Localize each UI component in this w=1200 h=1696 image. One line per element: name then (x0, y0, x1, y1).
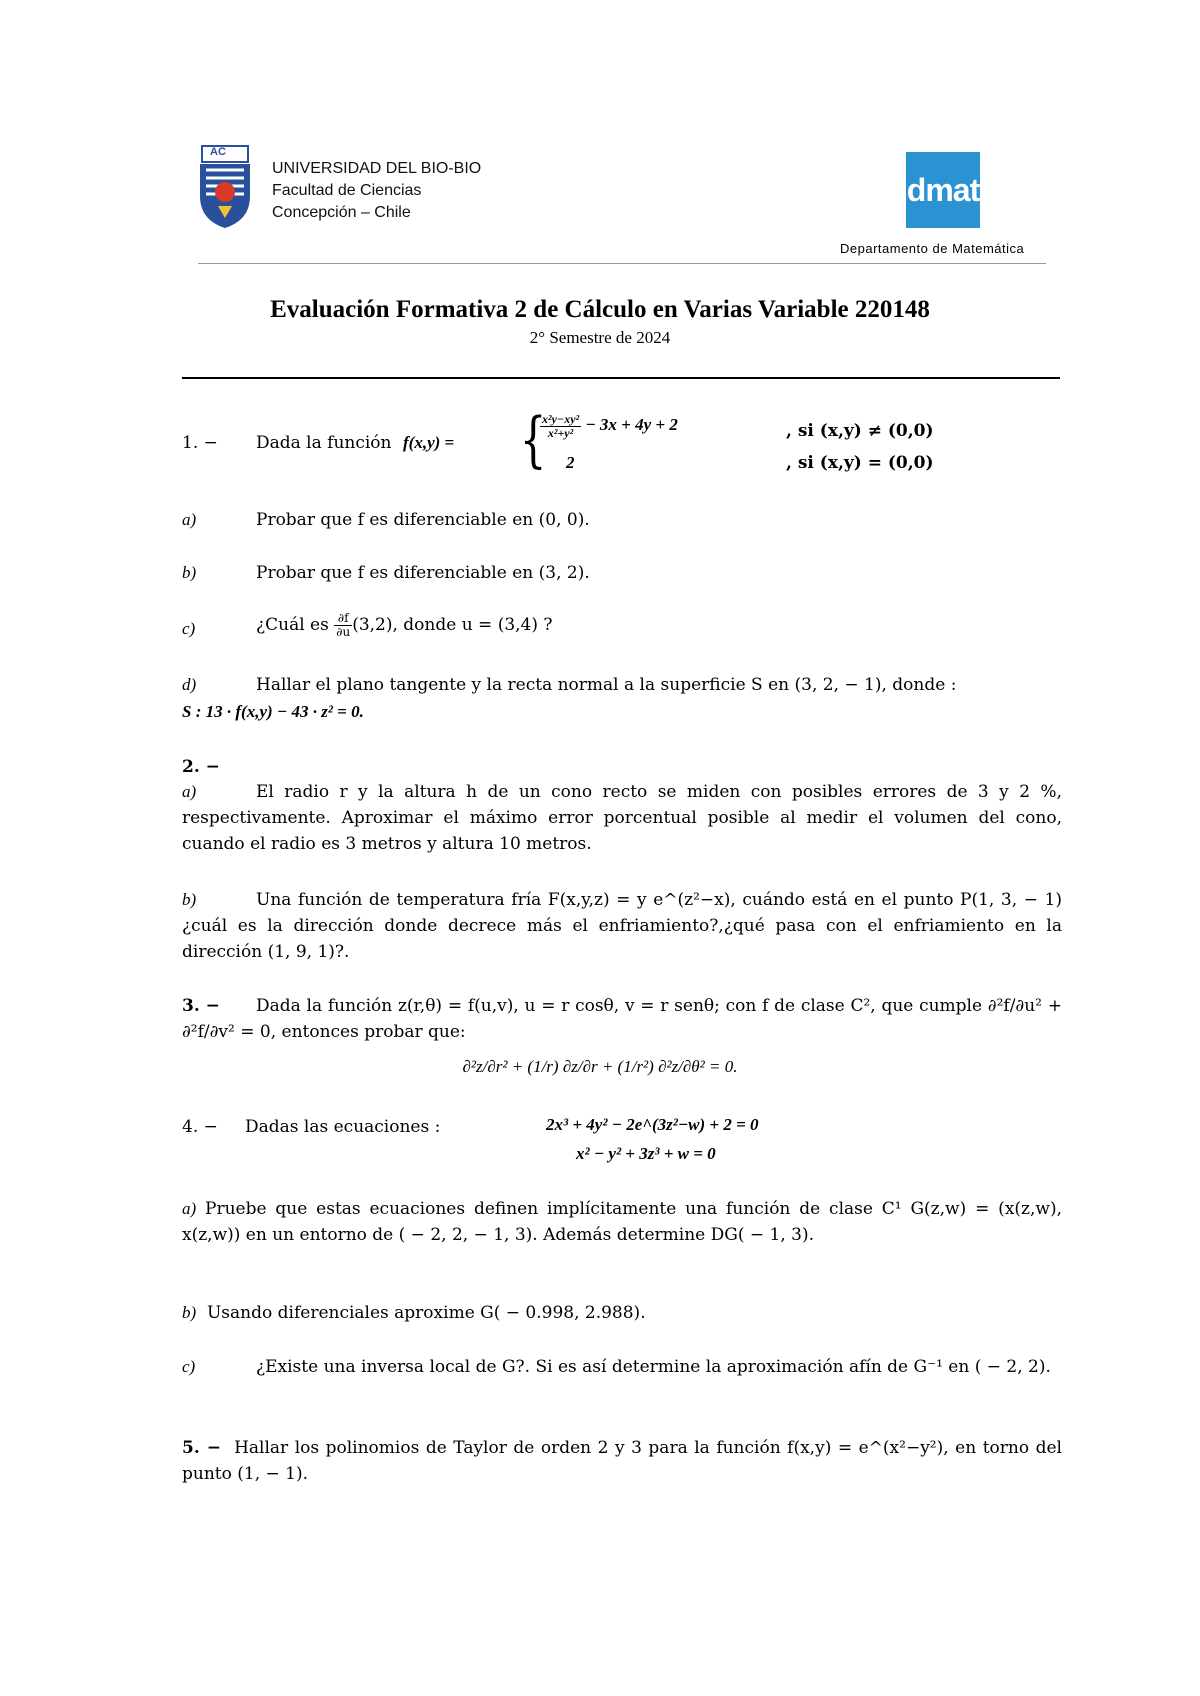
page-subtitle: 2° Semestre de 2024 (529, 328, 671, 347)
item-4b-label: b) (182, 1303, 197, 1322)
item-1d-text: Hallar el plano tangente y la recta normal a la superficie S en (3, 2, − 1), donde : (256, 675, 957, 695)
department-name: Departamento de Matemática (840, 241, 1025, 256)
problem-1-function: f(x,y) = (403, 433, 455, 452)
problem-1-intro: Dada la función (256, 433, 392, 453)
item-4b-text: Usando diferenciales aproxime G( − 0.998, 2.988). (206, 1303, 646, 1323)
case-1-fraction: $\frac{\text{x²y−xy²}}{\text{x²+y²}}$ (542, 411, 580, 440)
problem-4-number: 4. − (182, 1117, 218, 1137)
problem-2-number: 2. − (182, 757, 220, 777)
faculty-name: Facultad de Ciencias (272, 182, 422, 199)
problem-3-text: Dada la función z(r,θ) = f(u,v), u = r cosθ, v = r senθ; con f de clase C², que cumple ∂²f/∂u² + ∂²f/∂v² = 0, entonces probar que: (182, 996, 1062, 1042)
title-rule (182, 377, 1060, 379)
institution-block (272, 158, 481, 224)
problem-1-number: 1. − (182, 433, 218, 453)
item-4c (182, 1354, 1062, 1380)
item-1d-label: d) (182, 675, 197, 694)
problem-5-text: Hallar los polinomios de Taylor de orden 2 y 3 para la función f(x,y) = e^(x²−y²), en torno del punto (1, − 1). (182, 1438, 1062, 1484)
case-2-condition: , si (x,y) = (0,0) (786, 453, 934, 473)
location: Concepción – Chile (272, 204, 411, 221)
dmat-logo-text: dmat (906, 172, 980, 208)
item-2a-label: a) (182, 782, 197, 801)
problem-3-number: 3. − (182, 996, 220, 1016)
item-2b-label: b) (182, 890, 197, 909)
item-1c-fraction: $\frac{\partial f}{\partial u}$ (336, 611, 351, 639)
item-2b (182, 887, 1062, 965)
item-4a-label: a) (182, 1199, 197, 1218)
item-4c-label: c) (182, 1357, 196, 1376)
item-4a-text: Pruebe que estas ecuaciones definen implícitamente una función de clase C¹ G(z,w) = (x(z,w), x(z,w)) en un entorno de ( − 2, 2, − 1, 3). Además determine DG( − 1, 3). (182, 1199, 1062, 1245)
case-1-condition: , si (x,y) ≠ (0,0) (786, 421, 934, 441)
piecewise-brace: { (519, 405, 547, 475)
item-1c-pre: ¿Cuál es (256, 615, 329, 635)
problem-4-equation-2: x² − y² + 3z³ + w = 0 (576, 1144, 716, 1163)
item-4a (182, 1196, 1062, 1248)
item-1b-label: b) (182, 563, 197, 582)
problem-5 (182, 1435, 1062, 1487)
problem-4-intro: Dadas las ecuaciones : (245, 1117, 441, 1137)
item-4b (182, 1300, 646, 1326)
item-2a (182, 779, 1062, 857)
item-1a-label: a) (182, 510, 197, 529)
item-1d-equation: S : 13 · f(x,y) − 43 · z² = 0. (182, 702, 364, 721)
item-1a-text: Probar que f es diferenciable en (0, 0). (256, 510, 590, 530)
item-1c-text (256, 612, 553, 639)
dmat-logo (906, 152, 980, 228)
problem-4-equation-1: 2x³ + 4y² − 2e^(3z²−w) + 2 = 0 (546, 1115, 759, 1134)
crest-letters: AC (210, 146, 226, 158)
case-1-rest: − 3x + 4y + 2 (585, 415, 678, 434)
item-1c-post: (3,2), donde u = (3,4) ? (352, 615, 553, 635)
problem-3 (182, 993, 1062, 1045)
item-2b-text: Una función de temperatura fría F(x,y,z) = y e^(z²−x), cuándo está en el punto P(1, 3, − 1) ¿cuál es la dirección donde decrece más el enfriamiento?,¿qué pasa con el enfriamiento en la dirección (1, 9, 1)?. (182, 890, 1062, 962)
case-2-value: 2 (566, 453, 575, 472)
university-name: UNIVERSIDAD DEL BIO-BIO (272, 160, 482, 177)
header-divider (198, 263, 1046, 264)
item-2a-text: El radio r y la altura h de un cono recto se miden con posibles errores de 3 y 2 %, respectivamente. Aproximar el máximo error porcentual posible al medir el volumen del cono, cuando el radio es 3 metros y altura 10 metros. (182, 782, 1062, 854)
item-1c-label: c) (182, 619, 196, 638)
item-1b-text: Probar que f es diferenciable en (3, 2). (256, 563, 590, 583)
problem-5-number: 5. − (182, 1438, 222, 1458)
problem-3-equation: ∂²z/∂r² + (1/r) ∂z/∂r + (1/r²) ∂²z/∂θ² = 0. (462, 1057, 738, 1076)
page-title: Evaluación Formativa 2 de Cálculo en Varias Variable 220148 (270, 296, 930, 323)
item-4c-text: ¿Existe una inversa local de G?. Si es así determine la aproximación afín de G⁻¹ en ( − 2, 2). (256, 1357, 1051, 1377)
piecewise-case-1 (540, 412, 678, 440)
